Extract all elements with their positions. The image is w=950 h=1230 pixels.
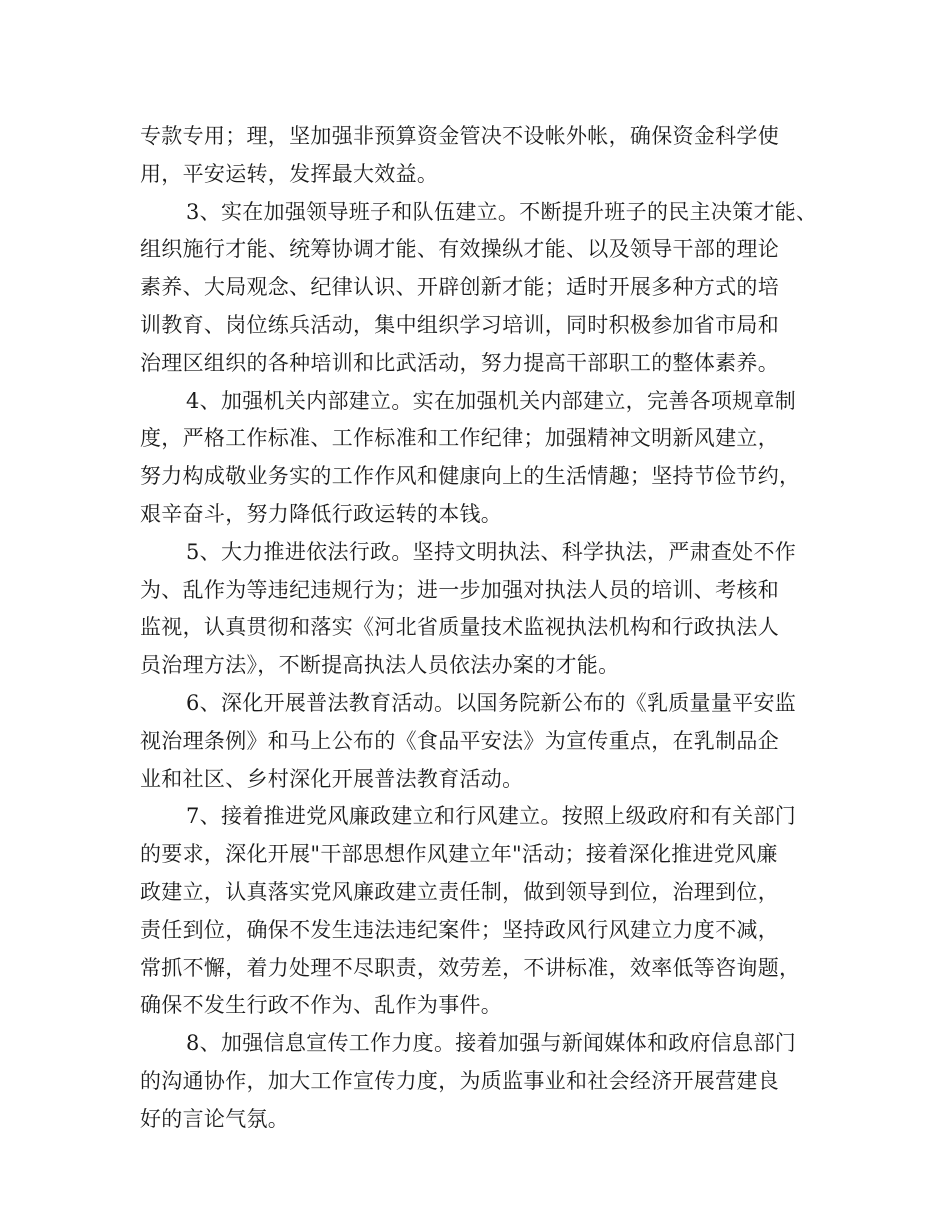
- text-line: 政建立，认真落实党风廉政建立责任制，做到领导到位，治理到位，: [140, 879, 779, 904]
- text-line: 好的言论气氛。: [140, 1106, 290, 1131]
- text-line: 专款专用；理，坚加强非预算资金管决不设帐外帐，确保资金科学使: [140, 124, 779, 148]
- text-line: 组织施行才能、统筹协调才能、有效操纵才能、以及领导干部的理论: [140, 237, 779, 262]
- text-line: 视治理条例》和马上公布的《食品平安法》为宣传重点，在乳制品企: [140, 728, 779, 753]
- text-line: 度，严格工作标准、工作标准和工作纪律；加强精神文明新风建立，: [140, 426, 779, 451]
- text-line: 训教育、岗位练兵活动，集中组织学习培训，同时积极参加省市局和: [140, 312, 779, 337]
- paragraph-start-line: 5、大力推进依法行政。坚持文明执法、科学执法，严肃查处不作: [186, 539, 797, 564]
- text-line: 员治理方法》，不断提高执法人员依法办案的才能。: [140, 653, 620, 678]
- paragraph-start-line: 3、实在加强领导班子和队伍建立。不断提升班子的民主决策才能、: [186, 199, 818, 224]
- text-line: 业和社区、乡村深化开展普法教育活动。: [140, 766, 524, 791]
- paragraph-start-line: 4、加强机关内部建立。实在加强机关内部建立，完善各项规章制: [186, 388, 797, 413]
- text-line: 努力构成敬业务实的工作作风和健康向上的生活情趣；坚持节俭节约，: [140, 464, 801, 489]
- text-line: 责任到位，确保不发生违法违纪案件；坚持政风行风建立力度不减，: [140, 917, 779, 942]
- text-line: 艰辛奋斗，努力降低行政运转的本钱。: [140, 501, 503, 526]
- text-line: 常抓不懈，着力处理不尽职责，效劳差，不讲标准，效率低等咨询题，: [140, 955, 801, 980]
- text-line: 监视，认真贯彻和落实《河北省质量技术监视执法机构和行政执法人: [140, 615, 779, 640]
- paragraph-start-line: 7、接着推进党风廉政建立和行风建立。按照上级政府和有关部门: [186, 804, 797, 829]
- document-body: [140, 118, 830, 1139]
- paragraph-start-line: 6、深化开展普法教育活动。以国务院新公布的《乳质量量平安监: [186, 690, 797, 715]
- text-line: 的沟通协作，加大工作宣传力度，为质监事业和社会经济开展营建良: [140, 1068, 779, 1093]
- text-line: 的要求，深化开展"干部思想作风建立年"活动；接着深化推进党风廉: [140, 842, 778, 867]
- text-line: 为、乱作为等违纪违规行为；进一步加强对执法人员的培训、考核和: [140, 577, 779, 602]
- paragraph-start-line: 8、加强信息宣传工作力度。接着加强与新闻媒体和政府信息部门: [186, 1031, 797, 1056]
- text-line: 治理区组织的各种培训和比武活动，努力提高干部职工的整体素养。: [140, 350, 779, 375]
- text-line: 素养、大局观念、纪律认识、开辟创新才能；适时开展多种方式的培: [140, 275, 779, 300]
- text-line: 确保不发生行政不作为、乱作为事件。: [140, 993, 503, 1018]
- text-line: 用，平安运转，发挥最大效益。: [140, 161, 439, 186]
